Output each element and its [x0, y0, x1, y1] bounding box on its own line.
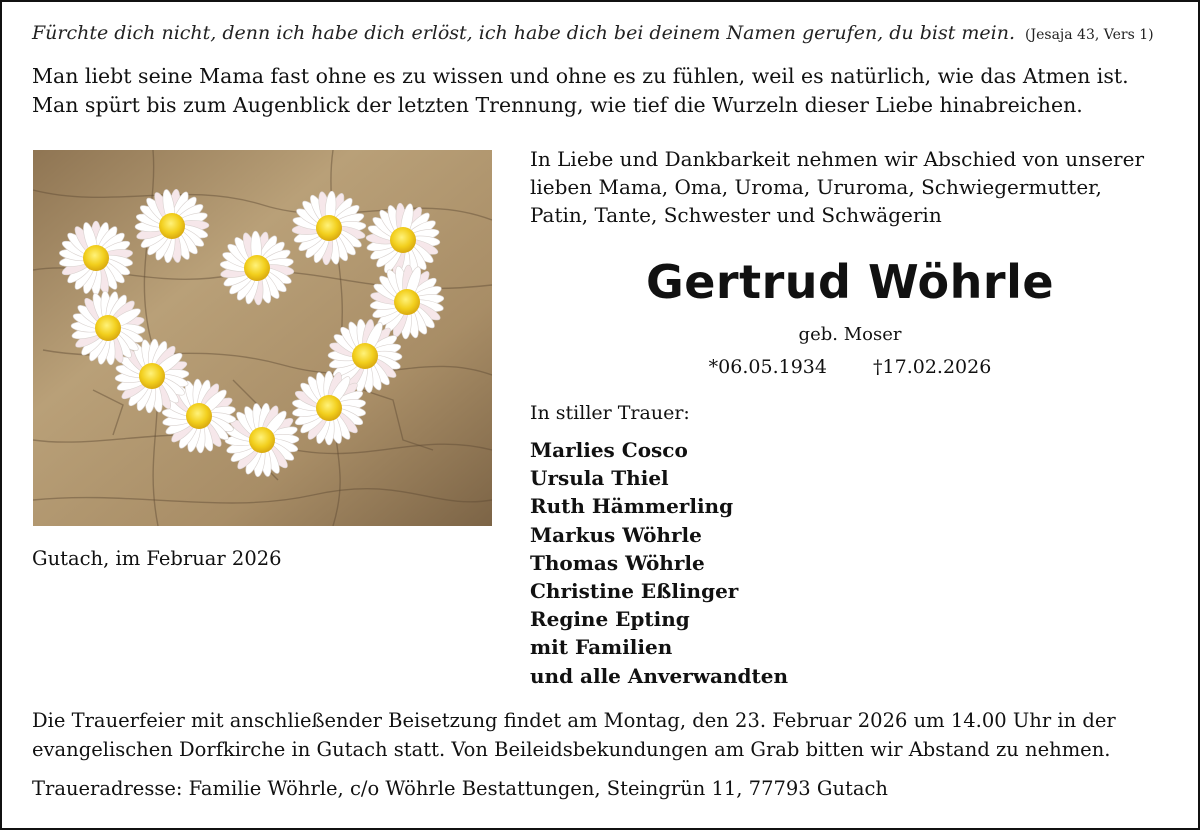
verse-text: Fürchte dich nicht, denn ich habe dich erlöst, ich habe dich bei deinem Namen gerufen, du bist mein. — [32, 22, 1015, 44]
announcement-line: In Liebe und Dankbarkeit nehmen wir Abschied von unserer — [530, 147, 1145, 171]
life-dates — [530, 356, 1170, 378]
funeral-info-line: evangelischen Dorfkirche in Gutach statt. Von Beileidsbekundungen am Grab bitten wir Abstand zu nehmen. — [32, 738, 1111, 761]
mourner-name: Marlies Cosco — [530, 438, 688, 462]
verse-reference: (Jesaja 43, Vers 1) — [1025, 27, 1154, 43]
announcement-line: lieben Mama, Oma, Uroma, Ururoma, Schwiegermutter, — [530, 175, 1102, 199]
death-date: †17.02.2026 — [873, 356, 992, 378]
maiden-name: geb. Moser — [798, 324, 902, 345]
funeral-info-line: Die Trauerfeier mit anschließender Beisetzung findet am Montag, den 23. Februar 2026 um 14.00 Uhr in der — [32, 709, 1116, 732]
funeral-info — [32, 706, 1116, 764]
mourning-address: Traueradresse: Familie Wöhrle, c/o Wöhrle Bestattungen, Steingrün 11, 77793 Gutach — [32, 777, 888, 800]
mourner-name: mit Familien — [530, 635, 673, 660]
daisy-heart-image — [33, 150, 492, 526]
intro-text — [32, 62, 1129, 120]
birth-date: *06.05.1934 — [708, 356, 827, 378]
mourner-name: Markus Wöhrle — [530, 522, 702, 547]
mourner-name: Ursula Thiel — [530, 466, 669, 491]
mourner-name: Ruth Hämmerling — [530, 494, 734, 519]
bible-verse — [32, 22, 1154, 44]
place-date: Gutach, im Februar 2026 — [32, 547, 282, 570]
mourner-name: Regine Epting — [530, 607, 690, 632]
intro-line: Man liebt seine Mama fast ohne es zu wissen und ohne es zu fühlen, weil es natürlich, wie das Atmen ist. — [32, 64, 1129, 88]
mourner-name: und alle Anverwandten — [530, 663, 789, 688]
mourner-name: Thomas Wöhrle — [530, 550, 705, 575]
mourner-name: Christine Eßlinger — [530, 579, 739, 604]
announcement-line: Patin, Tante, Schwester und Schwägerin — [530, 203, 942, 227]
intro-line: Man spürt bis zum Augenblick der letzten Trennung, wie tief die Wurzeln dieser Liebe hinabreichen. — [32, 93, 1083, 117]
mourners-list — [530, 436, 788, 690]
announcement-text — [530, 145, 1144, 229]
mourners-heading: In stiller Trauer: — [530, 402, 690, 424]
deceased-name: Gertrud Wöhrle — [645, 255, 1055, 309]
